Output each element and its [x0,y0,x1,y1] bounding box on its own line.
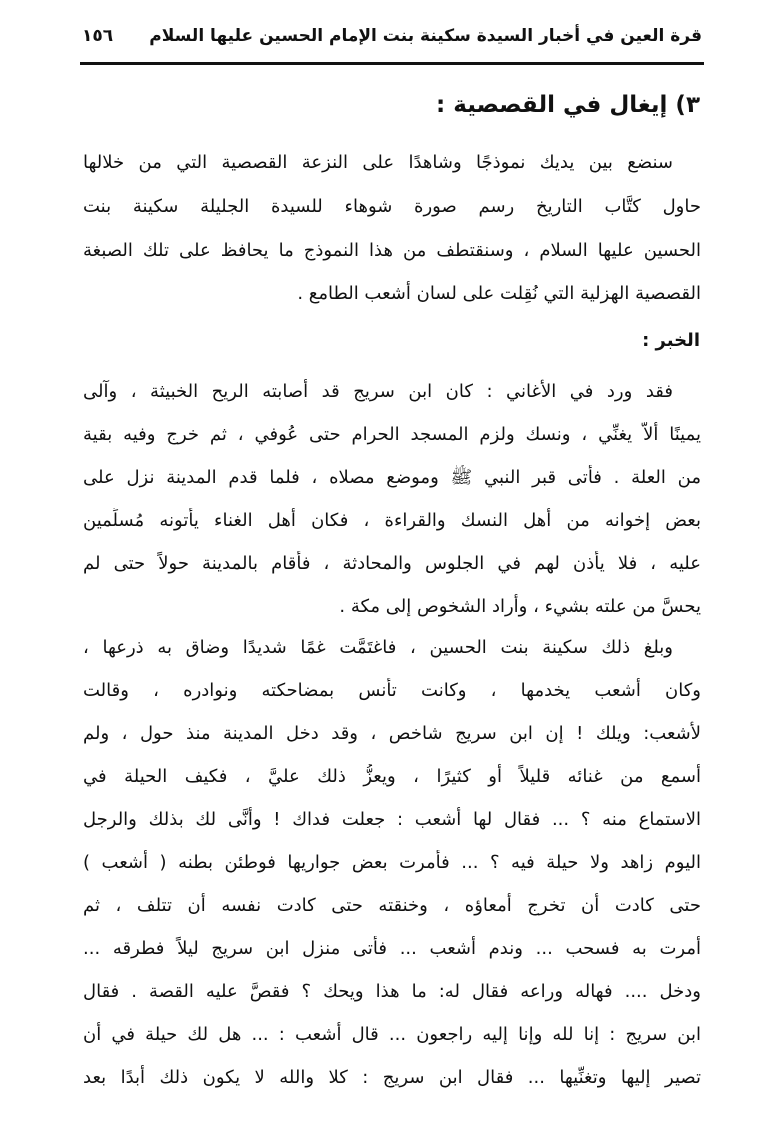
news-heading: الخبر : [642,330,700,351]
story-line: وكان أشعب يخدمها ، وكانت تأنس بمضاحكته ونوادره ، وقالت [83,680,701,701]
intro-line: الحسين عليها السلام ، وسنقتطف من هذا النموذج ما يحافظ على تلك الصبغة [83,240,701,261]
page-number: ١٥٦ [82,26,114,46]
story-line: أمرت به فسحب ... وندم أشعب ... فأتى منزل ابن سريج ليلاً فطرقه ... [83,938,701,959]
news-line: فقد ورد في الأغاني : كان ابن سريج قد أصابته الريح الخبيثة ، وآلى [83,381,673,402]
story-line: لأشعب: ويلك ! إن ابن سريج شاخص ، وقد دخل المدينة منذ حول ، ولم [83,723,701,744]
story-line: ودخل .... فهاله وراعه فقال له: ما هذا ويحك ؟ فقصَّ عليه القصة . فقال [83,981,701,1002]
news-line: عليه ، فلا يأذن لهم في الجلوس والمحادثة ، فأقام بالمدينة حولاً حتى لم [83,553,701,574]
news-line: يمينًا ألاّ يغنِّي ، ونسك ولزم المسجد الحرام حتى عُوفي ، ثم خرج وفيه بقية [83,424,701,445]
news-line: بعض إخوانه من أهل النسك والقراءة ، فكان أهل الغناء يأتونه مُسلِّمين [83,510,701,531]
header-rule [80,62,704,65]
story-line: وبلغ ذلك سكينة بنت الحسين ، فاغتَمَّت غمًا شديدًا وضاق به ذرعها ، [83,637,673,658]
story-line: تصير إليها وتغنِّيها ... فقال ابن سريج : كلا والله لا يكون ذلك أبدًا بعد [83,1067,701,1088]
section-heading: ٣) إيغال في القصصية : [436,92,700,118]
story-line: ابن سريج : إنا لله وإنا إليه راجعون ... قال أشعب : ... هل لك حيلة في أن [83,1024,701,1045]
running-header [82,26,702,56]
book-title: قرة العين في أخبار السيدة سكينة بنت الإمام الحسين عليها السلام [149,26,702,46]
news-line: يحسَّ من علته بشيء ، وأراد الشخوص إلى مكة . [339,596,701,617]
story-line: أسمع من غنائه قليلاً أو كثيرًا ، ويعزُّ ذلك عليَّ ، فكيف الحيلة في [83,766,701,787]
news-line: من العلة . فأتى قبر النبي ﷺ وموضع مصلاه ، فلما قدم المدينة نزل على [83,467,701,488]
intro-line: القصصية الهزلية التي نُقِلت على لسان أشعب الطامع . [297,283,701,304]
story-line: حتى كادت أن تخرج أمعاؤه ، وخنقته حتى كادت نفسه أن تتلف ، ثم [83,895,701,916]
story-line: اليوم زاهد ولا حيلة فيه ؟ ... فأمرت بعض جواريها فوطئن بطنه ( أشعب ) [83,852,701,873]
intro-line: حاول كتَّاب التاريخ رسم صورة شوهاء للسيدة الجليلة سكينة بنت [83,196,701,217]
intro-line: سنضع بين يديك نموذجًا وشاهدًا على النزعة القصصية التي من خلالها [83,152,673,173]
story-line: الاستماع منه ؟ ... فقال لها أشعب : جعلت فداك ! وأنَّى لك بذلك والرجل [83,809,701,830]
